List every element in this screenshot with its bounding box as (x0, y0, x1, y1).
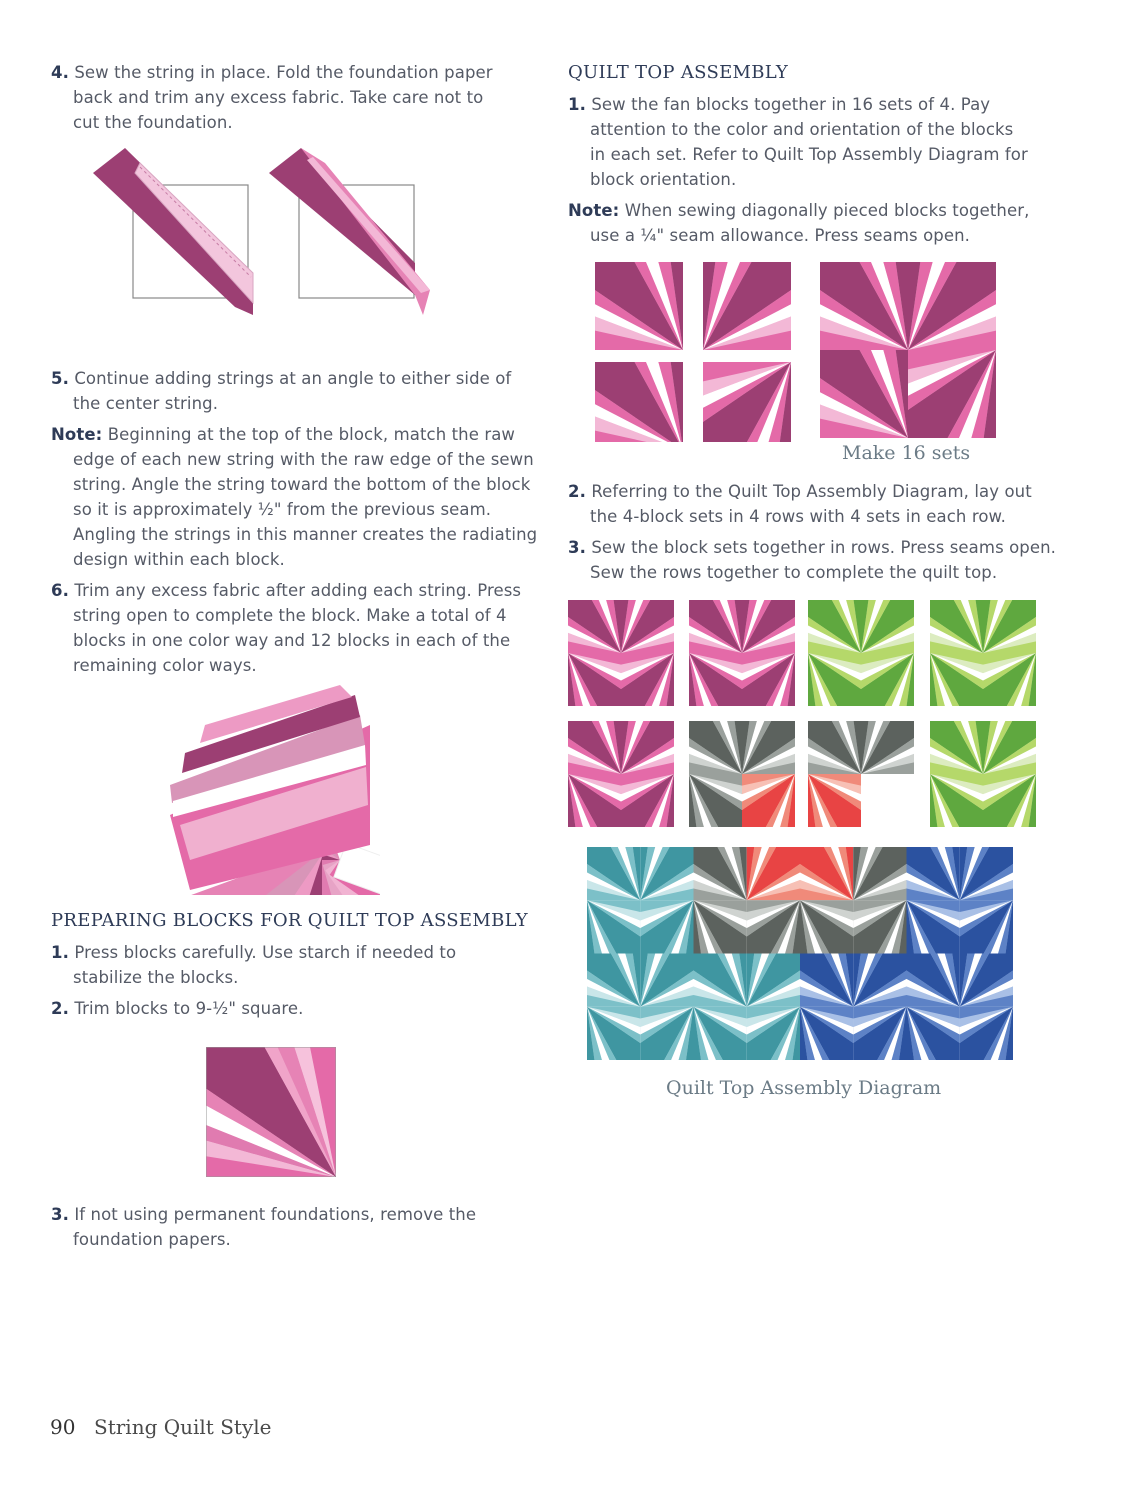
assembly-step-1 (568, 92, 1030, 192)
step-text: Sew the fan blocks together in 16 sets of 4. Pay attention to the color and orientation of the blocks in each set. Refer to Quilt Top Assembly Diagram for block orientation. (590, 95, 1028, 189)
step-4 (51, 60, 513, 135)
note-label: Note: (568, 201, 620, 220)
step-number: 6. (51, 581, 69, 600)
assembly-step-2 (568, 479, 1060, 529)
step-text: Press blocks carefully. Use starch if needed to stabilize the blocks. (73, 943, 457, 987)
fan-block (689, 653, 742, 706)
fan-block (908, 262, 996, 350)
fan-block (930, 721, 983, 774)
fan-block (640, 847, 693, 900)
fan-block (621, 653, 674, 706)
prep-step-1 (51, 940, 523, 990)
fan-block (640, 954, 693, 1007)
fan-block (960, 954, 1013, 1007)
assembly-heading: QUILT TOP ASSEMBLY (568, 62, 789, 83)
fan-block (820, 262, 908, 350)
note-left (51, 422, 538, 572)
note-text: Beginning at the top of the block, match the raw edge of each new string with the raw edge of the sewn string. Angle the string toward the bottom of the block so it is approximately ½" from the previous seam. Angling the strings in this manner creates the radiating design within each block. (73, 425, 538, 569)
step-text: Referring to the Quilt Top Assembly Diagram, lay out the 4-block sets in 4 rows with 4 sets in each row. (590, 482, 1032, 526)
fan-block (621, 600, 674, 653)
fan-block (800, 900, 853, 953)
fan-block (960, 900, 1013, 953)
fan-block (587, 1007, 640, 1060)
prep-step-3 (51, 1202, 523, 1252)
fan-block (595, 262, 683, 350)
step-text: Sew the block sets together in rows. Press seams open. Sew the rows together to complete the quilt top. (590, 538, 1057, 582)
fan-block (703, 262, 791, 350)
fan-block (747, 900, 800, 953)
step-number: 2. (568, 482, 586, 501)
fan-block (983, 600, 1036, 653)
step-number: 3. (51, 1205, 69, 1224)
step-text: Trim any excess fabric after adding each string. Press string open to complete the block. Make a total of 4 blocks in one color way and 12 blocks in each of the remaining color ways. (73, 581, 522, 675)
fan-block (808, 721, 861, 774)
fan-block (568, 653, 621, 706)
diagram-caption: Quilt Top Assembly Diagram (666, 1077, 942, 1099)
fan-block (747, 954, 800, 1007)
step-text: Continue adding strings at an angle to either side of the center string. (73, 369, 512, 413)
note-right (568, 198, 1060, 248)
fan-block (694, 900, 747, 953)
fan-block (930, 774, 983, 827)
fan-block (907, 847, 960, 900)
fan-block (907, 954, 960, 1007)
step-number: 1. (568, 95, 586, 114)
fan-block (930, 653, 983, 706)
fan-block (820, 350, 908, 438)
fan-block (568, 721, 621, 774)
fan-block (694, 954, 747, 1007)
string-sewing-illustration (85, 145, 445, 325)
fan-block (694, 847, 747, 900)
fan-block (907, 900, 960, 953)
fan-block (568, 774, 621, 827)
fan-block (742, 721, 795, 774)
note-text: When sewing diagonally pieced blocks together, use a ¼" seam allowance. Press seams open. (590, 201, 1030, 245)
step-6 (51, 578, 523, 678)
fan-block (595, 362, 683, 442)
fan-block (694, 1007, 747, 1060)
fan-block (587, 954, 640, 1007)
step-number: 1. (51, 943, 69, 962)
fan-block (983, 721, 1036, 774)
fan-block (747, 847, 800, 900)
step-number: 5. (51, 369, 69, 388)
note-label: Note: (51, 425, 103, 444)
step-number: 3. (568, 538, 586, 557)
fan-block (908, 350, 996, 438)
assembly-step-3 (568, 535, 1060, 585)
step-number: 2. (51, 999, 69, 1018)
fan-block (800, 847, 853, 900)
fan-block (587, 900, 640, 953)
quilt-top-assembly-diagram (587, 847, 1013, 1060)
fan-block (907, 1007, 960, 1060)
colorway-sets-grid (568, 600, 1038, 830)
step-number: 4. (51, 63, 69, 82)
fan-block (703, 362, 791, 442)
preparing-heading: PREPARING BLOCKS FOR QUILT TOP ASSEMBLY (51, 910, 528, 931)
step-text: If not using permanent foundations, remove the foundation papers. (73, 1205, 477, 1249)
fan-block (960, 847, 1013, 900)
step-text: Trim blocks to 9-½" square. (74, 999, 304, 1018)
fan-block (808, 653, 861, 706)
fan-block (808, 600, 861, 653)
fan-block (853, 954, 906, 1007)
fan-block (742, 774, 795, 827)
fan-block (983, 653, 1036, 706)
fan-block (861, 721, 914, 774)
fan-block (983, 774, 1036, 827)
fan-block (808, 774, 861, 827)
fan-block (861, 653, 914, 706)
fan-block (587, 847, 640, 900)
fan-block (800, 1007, 853, 1060)
trimmed-block-illustration (206, 1047, 336, 1177)
fan-block (742, 600, 795, 653)
fan-block (960, 1007, 1013, 1060)
fan-block (640, 900, 693, 953)
fan-strings-illustration (160, 685, 380, 895)
fan-block (640, 1007, 693, 1060)
fan-block (689, 721, 742, 774)
fan-block (861, 600, 914, 653)
fan-block (568, 600, 621, 653)
fan-block (689, 774, 742, 827)
fan-block (853, 1007, 906, 1060)
fan-block (621, 721, 674, 774)
fan-block (800, 954, 853, 1007)
fan-block (853, 847, 906, 900)
four-block-sets-diagram (595, 262, 997, 442)
fan-block (621, 774, 674, 827)
fan-block (689, 600, 742, 653)
fan-block (930, 600, 983, 653)
book-title: String Quilt Style (94, 1415, 272, 1439)
step-5 (51, 366, 543, 416)
fan-block (747, 1007, 800, 1060)
make-sets-caption: Make 16 sets (842, 442, 971, 464)
fan-block (853, 900, 906, 953)
step-text: Sew the string in place. Fold the foundation paper back and trim any excess fabric. Take care not to cut the foundation. (73, 63, 493, 132)
page-number: 90 (50, 1415, 76, 1439)
prep-step-2 (51, 996, 523, 1021)
fan-block (742, 653, 795, 706)
